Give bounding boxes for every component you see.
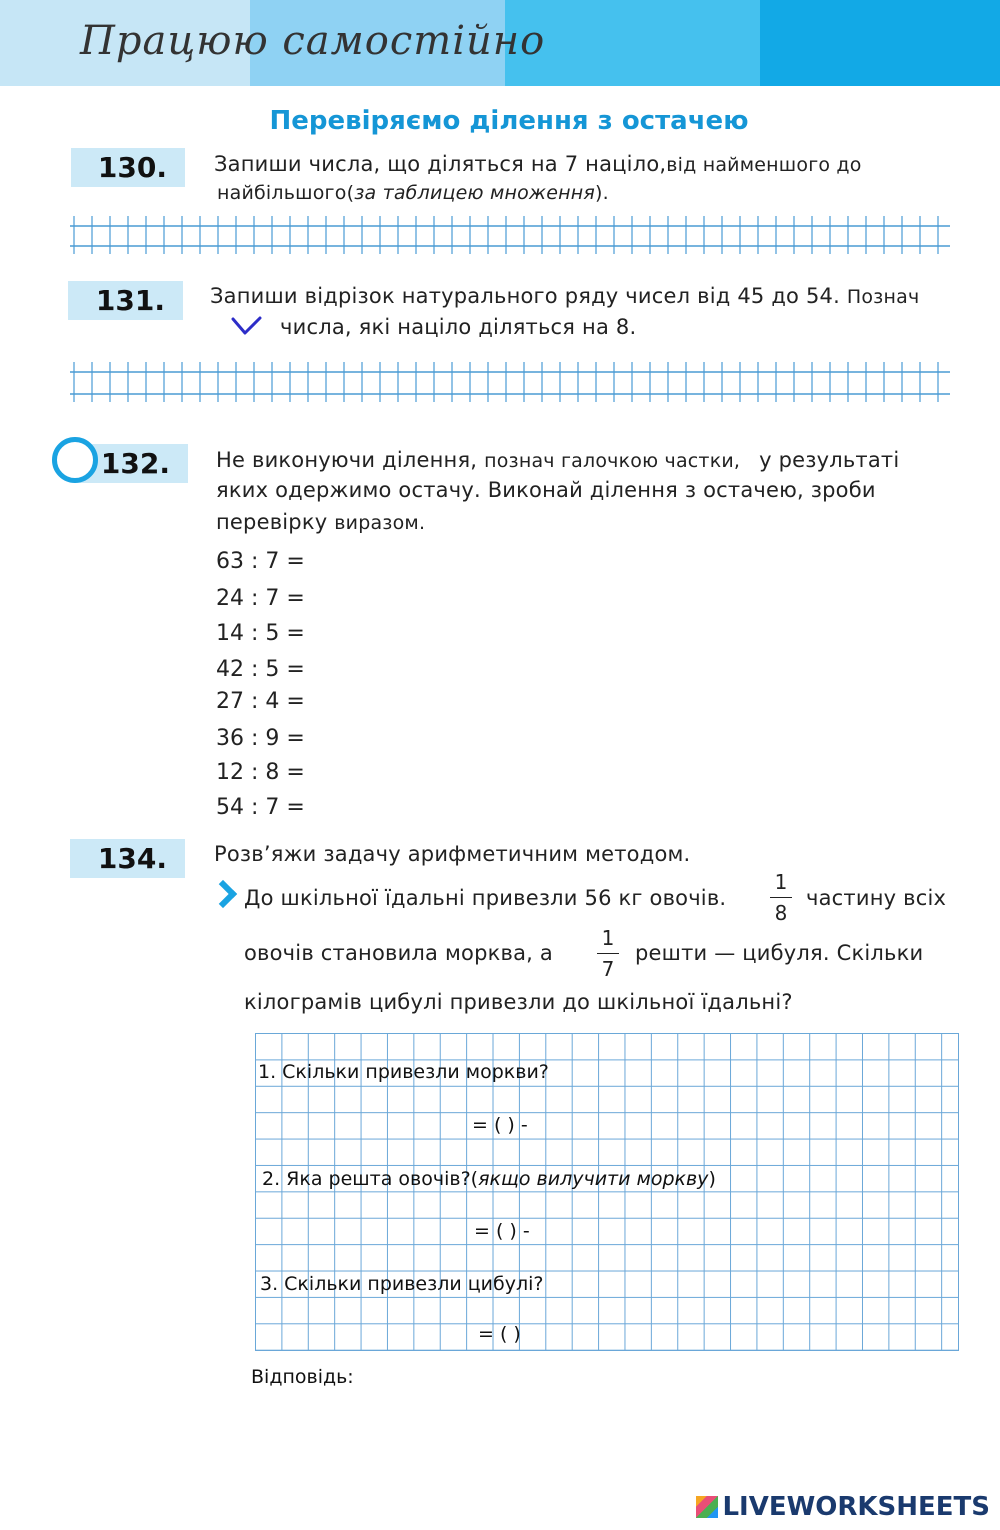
fraction-bar: [770, 897, 792, 898]
task-131-line1-b: Познач: [846, 286, 920, 308]
task-130-line2-italic: за таблицею множення: [354, 182, 596, 204]
task-131-answer-line[interactable]: [70, 362, 950, 402]
task-134-intro: Розв’яжи задачу арифметичним методом.: [214, 842, 691, 866]
header-title: Працюю самостійно: [80, 18, 546, 64]
task-134-p3: кілограмів цибулі привезли до шкільної їдальні?: [244, 990, 793, 1014]
question-2-a: 2. Яка решта овочів?(: [262, 1168, 479, 1190]
expression-item[interactable]: 24 : 7 =: [216, 586, 305, 611]
task-132-line3-b: виразом.: [334, 512, 426, 534]
task-134-p1-b: частину всіх: [806, 886, 947, 910]
fraction-bar: [597, 953, 619, 954]
task-134-number: 134.: [70, 839, 185, 878]
answer-label: Відповідь:: [251, 1366, 354, 1388]
header-band-4: [760, 0, 1000, 86]
expression-item[interactable]: 27 : 4 =: [216, 689, 305, 714]
task-132-number: 132.: [80, 444, 188, 483]
fraction-denominator: 7: [601, 957, 615, 981]
liveworksheets-badge-icon: [696, 1496, 718, 1518]
task-132-line3: [216, 510, 425, 534]
liveworksheets-logo: [696, 1492, 990, 1522]
task-134-p1-a: До шкільної їдальні привезли 56 кг овочів.: [244, 886, 727, 910]
fraction-numerator: 1: [601, 926, 615, 950]
section-title: Перевіряємо ділення з остачею: [269, 106, 749, 136]
fraction-one-eighth: [770, 870, 792, 925]
task-132-line2: яких одержимо остачу. Виконай ділення з остачею, зроби: [216, 478, 876, 502]
expression-item[interactable]: 14 : 5 =: [216, 621, 305, 646]
question-2: [262, 1168, 716, 1190]
expression-item[interactable]: 42 : 5 =: [216, 657, 305, 682]
expression-item[interactable]: 12 : 8 =: [216, 760, 305, 785]
task-130-line1-a: Запиши числа, що діляться на 7 націло,: [214, 152, 667, 176]
fraction-numerator: 1: [774, 870, 788, 894]
task-131-number: 131.: [68, 281, 183, 320]
checkmark-icon: [230, 315, 264, 337]
question-1: 1. Скільки привезли моркви?: [258, 1061, 549, 1083]
task-134-p2-a: овочів становила морква, а: [244, 941, 553, 965]
question-3-equation[interactable]: = ( ): [478, 1323, 521, 1345]
question-2-equation[interactable]: = ( ) -: [474, 1220, 530, 1242]
task-131-line1-a: Запиши відрізок натурального ряду чисел від 45 до 54.: [210, 284, 840, 308]
expression-item[interactable]: 36 : 9 =: [216, 726, 305, 751]
fraction-denominator: 8: [774, 901, 788, 925]
task-131-line1: [210, 284, 919, 308]
task-130-line1-b: від найменшого до: [666, 154, 862, 176]
task-130-answer-line[interactable]: [70, 214, 950, 254]
fraction-one-seventh: [597, 926, 619, 981]
task-130-number: 130.: [71, 148, 185, 187]
chevron-right-icon: [209, 880, 237, 908]
task-132-line1: [216, 448, 899, 472]
question-2-italic: якщо вилучити моркву: [478, 1168, 709, 1190]
task-134-p2-b: решти — цибуля. Скільки: [635, 941, 924, 965]
task-131-line2: числа, які націло діляться на 8.: [280, 315, 637, 339]
task-130-line1: [214, 152, 862, 176]
question-2-b: ): [708, 1168, 716, 1190]
task-130-line2-a: найбільшого(: [217, 182, 355, 204]
liveworksheets-text: LIVEWORKSHEETS: [722, 1492, 990, 1522]
task-132-line1-c: у результаті: [759, 448, 900, 472]
expression-item[interactable]: 54 : 7 =: [216, 795, 305, 820]
question-1-equation[interactable]: = ( ) -: [472, 1114, 528, 1136]
task-130-line2: [217, 182, 609, 204]
expression-item[interactable]: 63 : 7 =: [216, 549, 305, 574]
task-132-line1-a: Не виконуючи ділення,: [216, 448, 478, 472]
circle-marker-icon: [52, 437, 98, 483]
task-132-line3-a: перевірку: [216, 510, 328, 534]
task-130-line2-b: ).: [595, 182, 609, 204]
question-3: 3. Скільки привезли цибулі?: [260, 1273, 544, 1295]
task-132-line1-b: познач галочкою частки,: [484, 450, 741, 472]
